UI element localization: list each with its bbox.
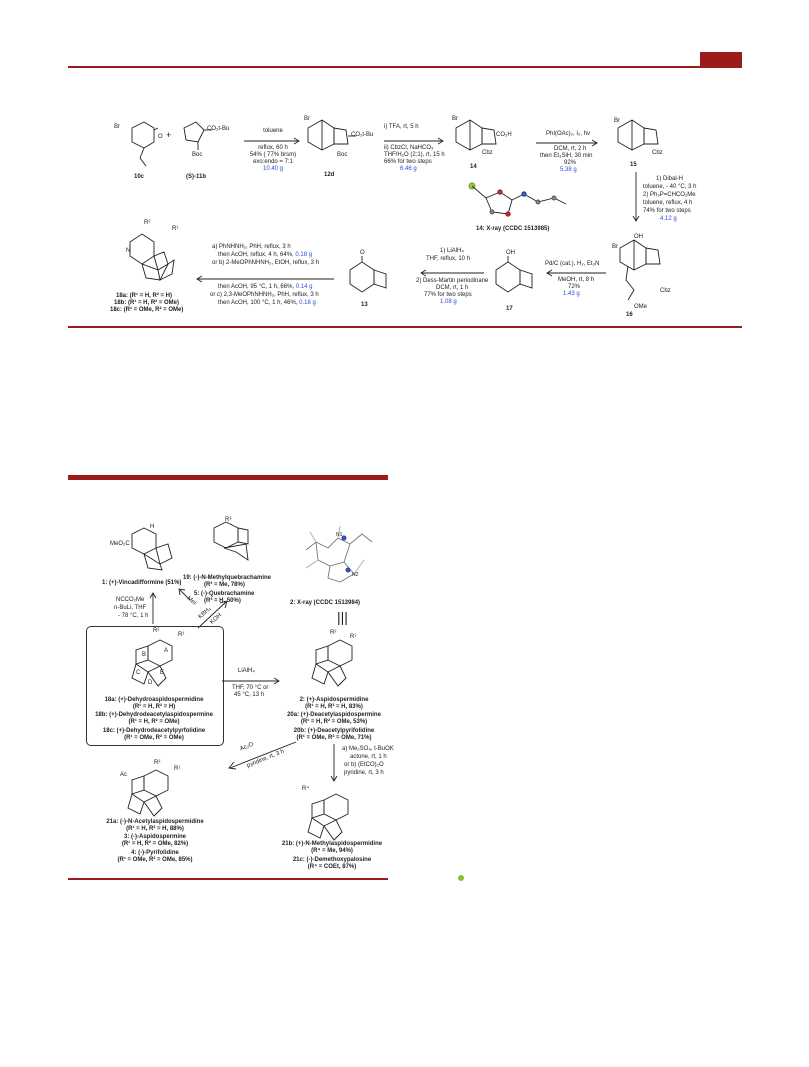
- step7-line: a) PhNHNH₂, PhH, reflux, 3 h: [212, 244, 291, 250]
- compound-label-13: 13: [361, 302, 368, 308]
- cond-ac2o: pyridine, rt, 3 h: [246, 748, 286, 770]
- substituent-meo2c: MeO₂C: [110, 541, 130, 547]
- step2-reagent: 66% for two steps: [384, 159, 432, 165]
- step6-reagent: THF, reflux, 10 h: [426, 256, 471, 262]
- scheme2-top-rule: [68, 475, 388, 480]
- step6-reagent: DCM, rt, 1 h: [436, 285, 469, 291]
- green-dot-icon: [458, 875, 464, 881]
- substituent-cbz: Cbz: [652, 150, 663, 156]
- aspido-r1: R¹: [350, 634, 357, 640]
- cond-methyl: a) Me₂SO₄, t-BuOK: [342, 746, 394, 752]
- cond-lialh4: 45 °C, 13 h: [234, 692, 265, 698]
- scheme2-bottom-rule: [68, 878, 388, 880]
- aspido-r2: R²: [330, 630, 337, 636]
- step4-reagent: toluene, - 40 °C, 3 h: [643, 184, 697, 190]
- compound-label-15: 15: [630, 162, 637, 168]
- ring-letter-a: A: [164, 648, 169, 654]
- substituent-br: Br: [614, 118, 620, 124]
- step4-mass: 4.12 g: [660, 216, 677, 222]
- xray-caption-2: 2: X-ray (CCDC 1513984): [290, 600, 361, 606]
- step3-reagent: PhI(OAc)₂, I₂, hv: [546, 131, 591, 137]
- methyl-line: 21b: (+)-N-Methylaspidospermidine: [281, 841, 383, 847]
- scheme1-bottom-rule: [68, 326, 742, 328]
- step7-line: then AcOH, reflux, 4 h, 64%, 0.18 g: [218, 252, 313, 258]
- step3-reagent: DCM, rt, 2 h: [554, 146, 587, 152]
- step1-reagent: exo:endo = 7:1: [253, 159, 293, 165]
- equivalence-mark: |||: [337, 609, 348, 625]
- cond-vinca: NCCO₂Me: [116, 597, 145, 603]
- acetyl-line: (R¹ = H, R² = OMe, 82%): [121, 841, 189, 847]
- vincadifformine-label: 1: (+)-Vincadifformine (51%): [102, 580, 182, 586]
- compound-label-17: 17: [506, 306, 513, 312]
- substituent-boc: Boc: [192, 152, 203, 158]
- step6-mass: 1.08 g: [440, 299, 457, 305]
- molecule-vincadifformine: [118, 520, 180, 576]
- substituent-oh: OH: [634, 234, 643, 240]
- product-18a: 18a: (R¹ = H, R² = H): [116, 293, 173, 299]
- reaction-arrow-4: [633, 172, 639, 224]
- ring-letter-d: D: [148, 680, 153, 686]
- cond-lialh4: THF, 70 °C or: [232, 685, 269, 691]
- molecule-quebrachamine: [200, 516, 264, 570]
- step4-reagent: 2) Ph₃P=CHCO₂Me: [643, 192, 696, 198]
- step5-reagent: Pd/C (cat.), H₂, Et₃N: [545, 261, 600, 267]
- substituent-cbz: Cbz: [482, 150, 493, 156]
- product-18b: 18b: (R¹ = H, R² = OMe): [114, 300, 180, 306]
- xray-atom-n2: N2: [352, 572, 359, 578]
- boxed-line: (R¹ = OMe, R² = OMe): [124, 735, 184, 741]
- step7-line: then AcOH, 100 °C, 1 h, 46%, 0.18 g: [218, 300, 316, 306]
- step4-reagent: 1) Dibal-H: [656, 176, 684, 182]
- cond-mei: MeI: [185, 595, 198, 607]
- step6-reagent: 2) Dess-Martin periodinane: [416, 278, 489, 284]
- molecule-17: [490, 254, 540, 304]
- substituent-br: Br: [114, 124, 120, 130]
- arrow-ac2o: [228, 740, 298, 770]
- reaction-arrow-6: [420, 270, 486, 276]
- substituent-ome: OMe: [634, 304, 648, 310]
- boxed-line: (R¹ = H, R² = H): [132, 704, 176, 710]
- substituent-boc: Boc: [337, 152, 348, 158]
- substituent-co2tbu: CO₂t-Bu: [351, 132, 374, 138]
- cond-methyl: or b) (EtCO)₂O: [344, 762, 384, 768]
- step2-mass: 6.46 g: [400, 166, 417, 172]
- step2-reagent: i) TFA, rt, 5 h: [384, 124, 419, 130]
- cond-kbh4: KOH: [209, 612, 224, 626]
- n-label: N: [126, 248, 131, 254]
- aspido-line: (R¹ = H, R² = OMe, 53%): [300, 719, 368, 725]
- substituent-co2tbu: CO₂t-Bu: [207, 126, 230, 132]
- step7-line: or b) 2-MeOPhNHNH₂, EtOH, reflux, 3 h: [212, 260, 320, 266]
- aspido-line: 2: (+)-Aspidospermidine: [299, 697, 369, 703]
- molecule-10c: [118, 118, 168, 168]
- arrow-to-vincadifformine: [150, 592, 156, 626]
- step1-reagent: toluene: [263, 128, 283, 134]
- quebrachamine-line: (R³ = Me, 78%): [204, 582, 245, 588]
- boxed-r2: R²: [153, 628, 160, 634]
- methyl-line: (R⁴ = COEt, 87%): [307, 864, 357, 870]
- substituent-br: Br: [612, 244, 618, 250]
- acetyl-line: 4: (-)-Pyrifolidine: [131, 850, 179, 856]
- acetyl-line: (R¹ = OMe, R² = OMe, 85%): [117, 857, 193, 863]
- molecule-16: [614, 234, 670, 310]
- step6-reagent: 77% for two steps: [424, 292, 472, 298]
- step5-reagent: 72%: [568, 284, 581, 290]
- xray-structure-14: [462, 178, 572, 226]
- step1-reagent: reflux, 60 h: [258, 145, 288, 151]
- r3-label: R³: [225, 517, 232, 523]
- step3-mass: 5.38 g: [560, 167, 577, 173]
- aspido-line: (R¹ = H, R² = H, 83%): [305, 704, 363, 710]
- quebrachamine-line: 19: (-)-N-Methylquebrachamine: [183, 575, 272, 581]
- step3-reagent: then Et₃SiH, 30 min: [540, 153, 593, 159]
- compound-label-14: 14: [470, 164, 477, 170]
- step5-mass: 1.43 g: [563, 291, 580, 297]
- substituent-o: O: [158, 134, 163, 140]
- acetyl-line: (R¹ = H, R² = H, 88%): [126, 826, 184, 832]
- acetyl-r2: R²: [154, 760, 161, 766]
- molecule-methyl: [298, 788, 364, 846]
- compound-label-16: 16: [626, 312, 633, 318]
- h-label: H: [150, 524, 155, 530]
- reaction-arrow-7: [196, 276, 336, 282]
- product-18c: 18c: (R¹ = OMe, R² = OMe): [110, 307, 184, 313]
- cond-vinca: n-BuLi, THF: [114, 605, 147, 611]
- substituent-br: Br: [304, 116, 310, 122]
- ring-letter-e: E: [160, 670, 165, 676]
- step1-mass: 10.40 g: [262, 166, 284, 172]
- molecule-18-boxed: [118, 634, 188, 696]
- quebrachamine-line: 5: (-)-Quebrachamine: [194, 591, 255, 597]
- acetyl-line: 3: (-)-Aspidospermine: [123, 834, 187, 840]
- reaction-arrow-2: [384, 138, 446, 144]
- substituent-br: Br: [452, 116, 458, 122]
- step4-reagent: 74% for two steps: [643, 208, 691, 214]
- ring-letter-b: B: [142, 652, 147, 658]
- aspido-line: 20b: (+)-Deacetylpyrifolidine: [293, 728, 375, 734]
- boxed-line: 18a: (+)-Dehydroaspidospermidine: [104, 697, 204, 703]
- molecule-11b: [178, 116, 218, 156]
- cond-lialh4: LiAlH₄: [238, 668, 255, 674]
- header-accent-block: [700, 52, 742, 67]
- header-rule: [68, 66, 742, 68]
- xray-atom-n1: N1: [336, 532, 343, 538]
- xray-caption-14: 14: X-ray (CCDC 1513985): [476, 226, 550, 232]
- substituent-cbz: Cbz: [660, 288, 671, 294]
- boxed-line: (R¹ = H, R² = OMe): [128, 719, 180, 725]
- reaction-arrow-5: [546, 270, 608, 276]
- compound-label-11b: (S)-11b: [186, 174, 207, 180]
- plus-sign: +: [166, 130, 172, 140]
- cond-kbh4: KBH₄: [197, 605, 213, 621]
- xray-structure-2: [300, 520, 380, 584]
- substituent-co2h: CO₂H: [496, 132, 512, 138]
- acetyl-ac: Ac: [120, 772, 128, 778]
- substituent-oh: OH: [506, 250, 515, 256]
- ring-letter-c: C: [136, 670, 141, 676]
- step6-reagent: 1) LiAlH₄: [440, 248, 464, 254]
- step2-reagent: ii) CbzCl, NaHCO₃: [384, 145, 434, 151]
- compound-label-12d: 12d: [324, 172, 335, 178]
- molecule-13: [344, 254, 394, 300]
- methyl-line: (R⁴ = Me, 94%): [311, 848, 353, 854]
- step3-reagent: 92%: [564, 160, 577, 166]
- boxed-line: 18b: (+)-Dehydrodeacetylaspidospermine: [95, 712, 213, 718]
- r1-label: R¹: [172, 226, 179, 232]
- step2-reagent: THF/H₂O (2:1), rt, 15 h: [384, 152, 445, 158]
- step7-line: then AcOH, 95 °C, 1 h, 66%, 0.14 g: [218, 284, 313, 290]
- reaction-arrow-1: [244, 138, 302, 144]
- step5-reagent: MeOH, rt, 8 h: [558, 277, 595, 283]
- compound-label-10c: 10c: [134, 174, 145, 180]
- step4-reagent: toluene, reflux, 4 h: [643, 200, 693, 206]
- molecule-aspidospermidine: [300, 634, 370, 696]
- acetyl-r1: R¹: [174, 766, 181, 772]
- methyl-r4: R⁴: [302, 786, 309, 792]
- acetyl-line: 21a: (-)-N-Acetylaspidospermidine: [106, 819, 204, 825]
- substituent-o: O: [360, 250, 365, 256]
- step1-reagent: 54% ( 77% brsm): [249, 152, 297, 158]
- quebrachamine-line: (R³ = H, 50%): [204, 598, 241, 604]
- methyl-line: 21c: (-)-Demethoxypalosine: [292, 857, 372, 863]
- aspido-line: (R¹ = OMe, R² = OMe, 71%): [296, 735, 372, 741]
- cond-vinca: - 78 °C, 1 h: [118, 613, 149, 619]
- aspido-line: 20a: (+)-Deacetylaspidospermine: [287, 712, 381, 718]
- boxed-r1: R¹: [178, 632, 185, 638]
- cond-methyl: pyridine, rt, 3 h: [344, 770, 384, 776]
- arrow-methylation: [331, 744, 337, 784]
- step7-line: or c) 2,3-MeOPhNHNH₂, PhH, reflux, 3 h: [210, 292, 319, 298]
- cond-ac2o: Ac₂O: [239, 741, 255, 753]
- r2-label: R²: [144, 220, 151, 226]
- boxed-line: 18c: (+)-Dehydrodeacetylpyrfolidine: [102, 728, 206, 734]
- cond-methyl: actone, rt, 1 h: [350, 754, 387, 760]
- arrow-lialh4: [222, 678, 282, 684]
